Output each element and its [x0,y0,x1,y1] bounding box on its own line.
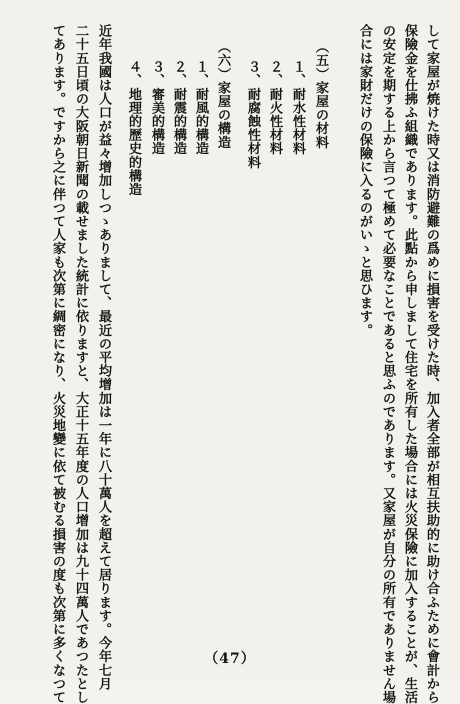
list-item-rot-resistant: ３、耐腐蝕性材料 [245,60,260,169]
text-column-paragraph-2: 二十五日頃の大阪朝日新聞の載せました統計に依りますと、大正十五年度の人口增加は九十四萬人であつたとし [73,24,88,704]
list-item-aesthetic: ３、審美的構造 [149,60,164,156]
list-item-water-resistant: １、耐水性材料 [290,60,305,156]
page-number: （47） [204,651,256,667]
list-item-wind-resistant: １、耐風的構造 [193,60,208,156]
text-column-2: 保險金を仕拂ふ組織であります。此點から申しまして住宅を所有した場合には火災保險に加入することが、生活 [402,24,417,704]
list-item-geo-historical: ４、地理的歷史的構造 [126,60,141,196]
section-heading-materials: （五）家屋の材料 [313,40,328,149]
list-item-quake-resistant: ２、耐震的構造 [171,60,186,156]
text-column-paragraph-1: 近年我國は人口が益々增加しつゝありまして、最近の平均增加は一年に八十萬人を超えて居ります。今年七月 [96,24,111,691]
list-item-fire-resistant: ２、耐火性材料 [267,60,282,156]
section-heading-structure: （六）家屋の構造 [215,40,230,149]
text-column-paragraph-3: てあります。ですから之に伴つて人家も次第に綢密になり、火災地變に依て被むる損害の度も次第に多くなつて [50,24,65,704]
text-column-4: 合には家財だけの保險に入るのがいゝと思ひます。 [357,24,372,337]
text-column-1: して家屋が焼けた時又は消防避難の爲めに損害を受けた時、加入者全部が相互扶助的に助け合ふために會計から [424,24,439,704]
text-column-3: の安定を期する上から言つて極めて必要なことであると思ふのであります。又家屋が自分の所有でありません場 [380,24,395,704]
